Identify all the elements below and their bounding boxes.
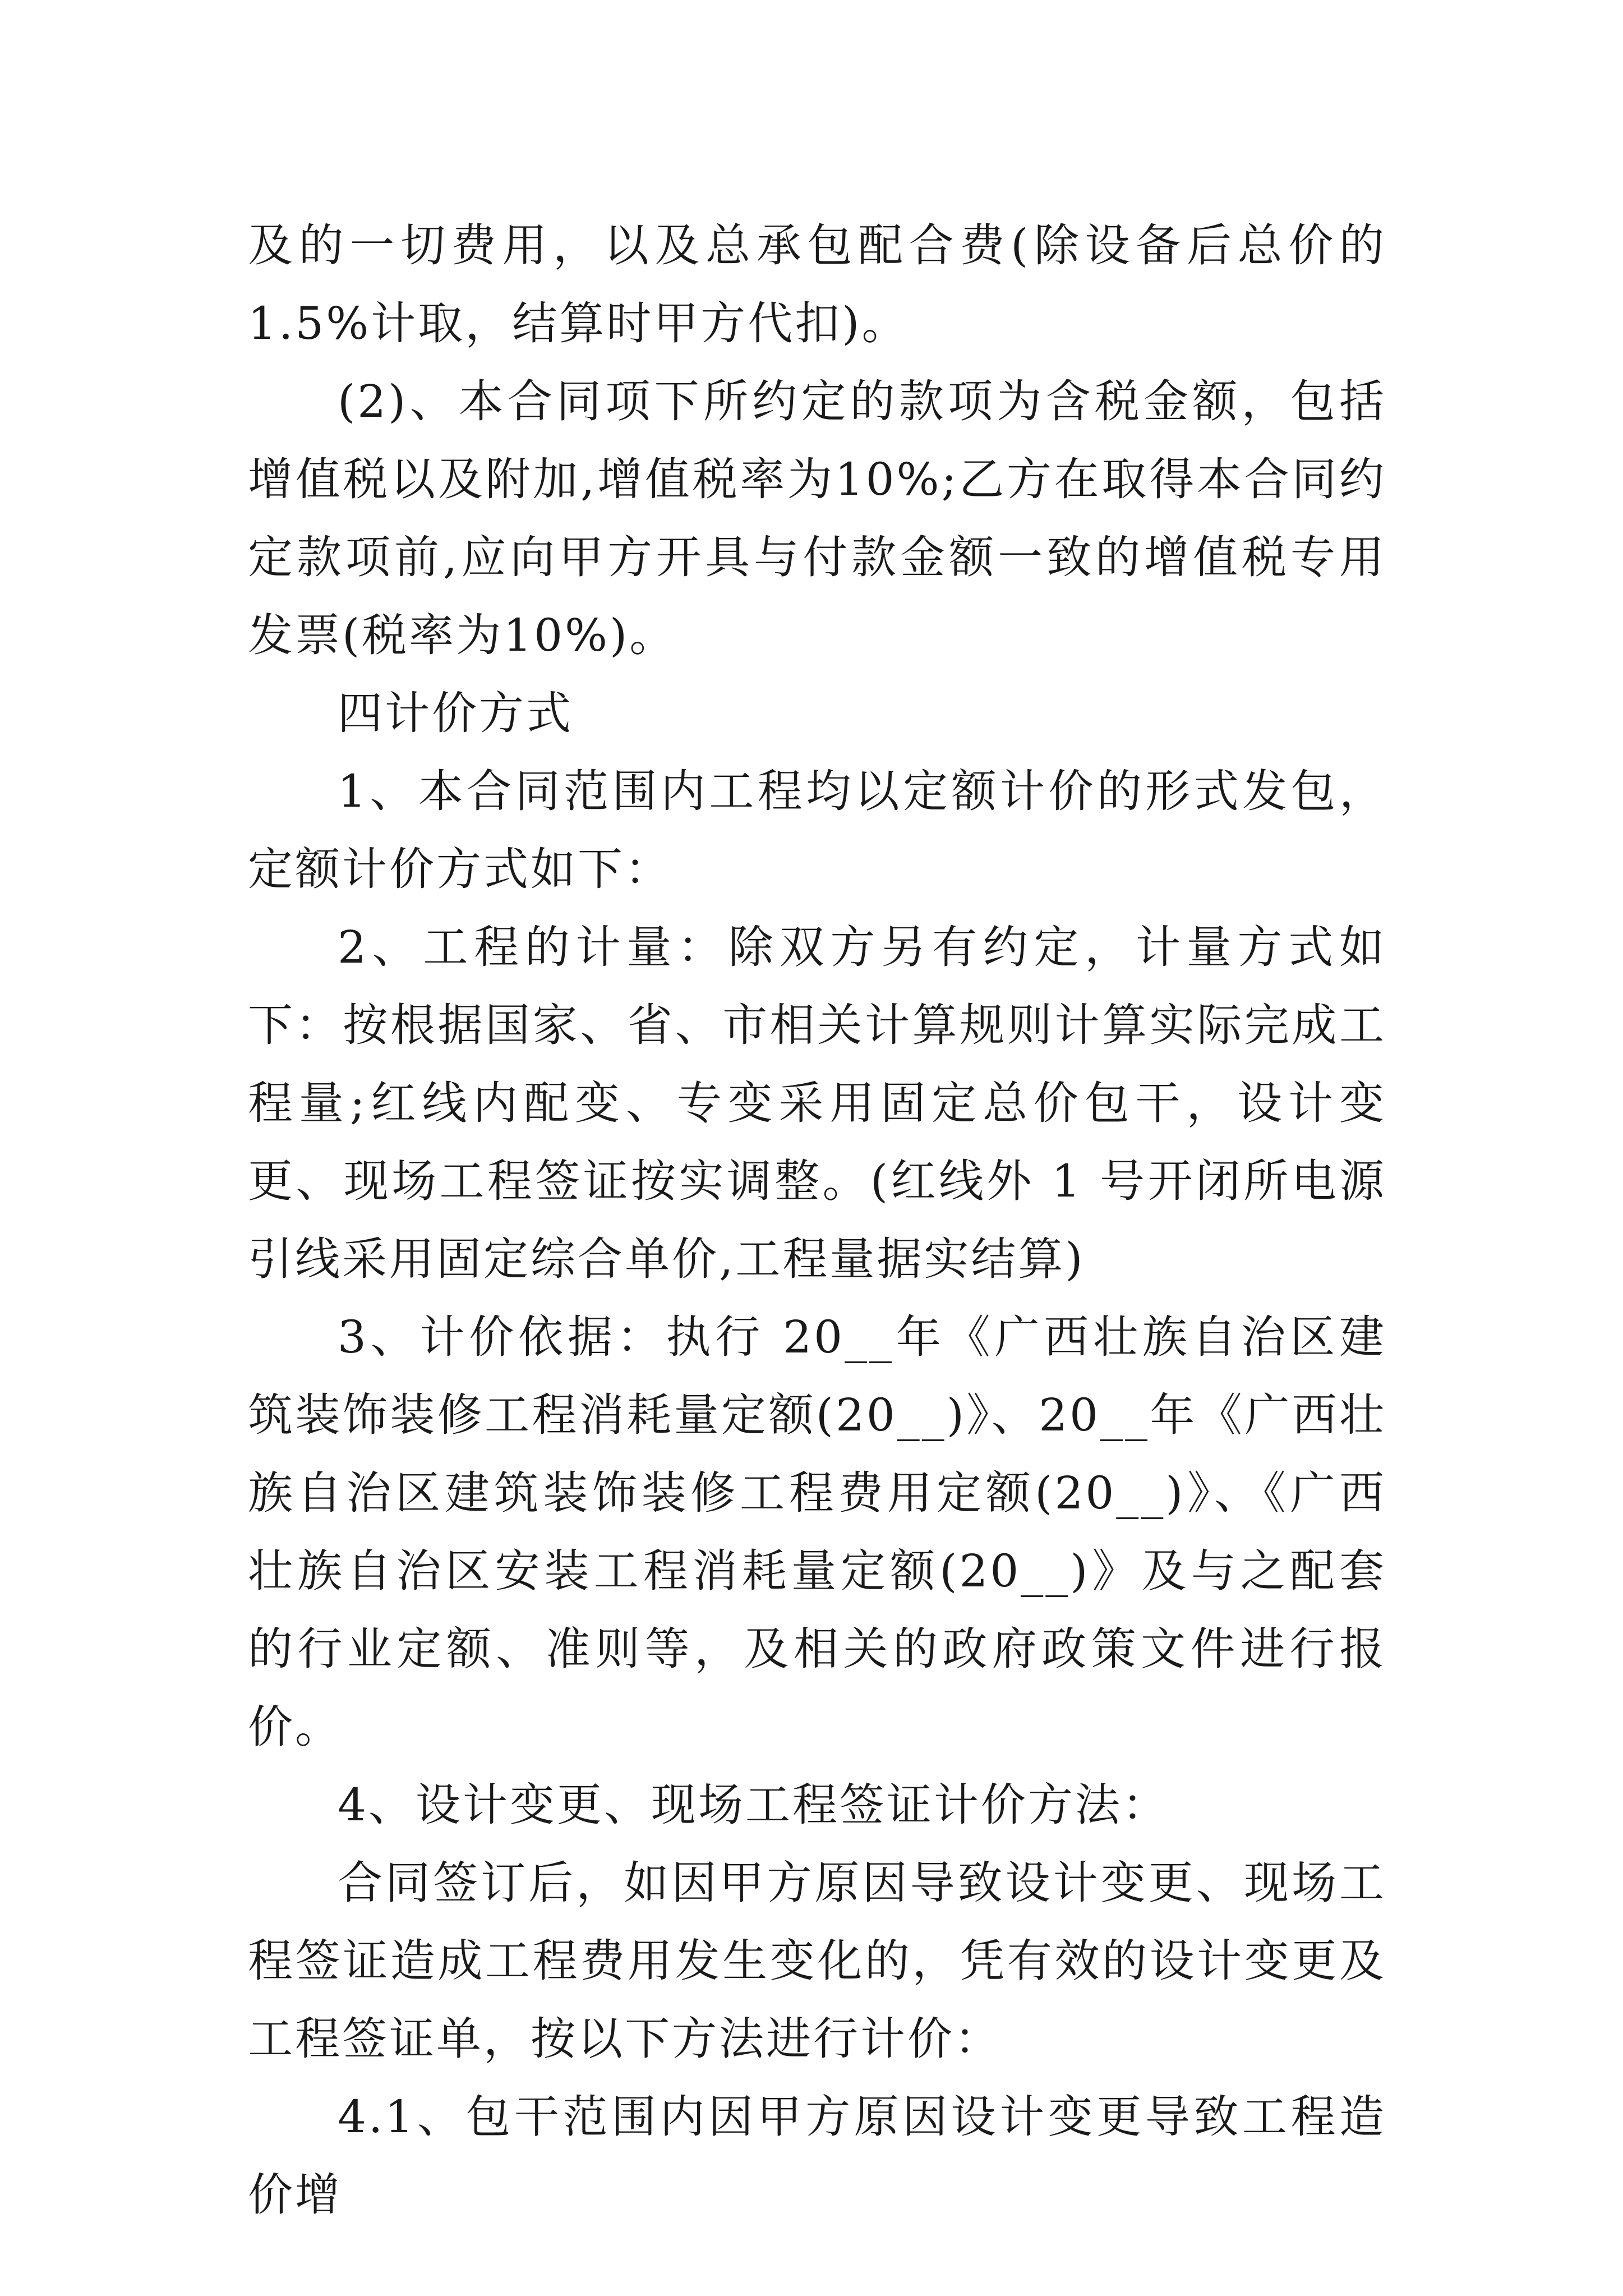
paragraph-item-1: 1、本合同范围内工程均以定额计价的形式发包，定额计价方式如下： (248, 765, 1386, 895)
paragraph-item-2: 2、工程的计量：除双方另有约定，计量方式如下：按根据国家、省、市相关计算规则计算实际完成工程量;红线内配变、专变采用固定总价包干，设计变更、现场工程签证按实调整。(红线外 1 号开闭所电源引线采用固定综合单价,工程量据实结算) (248, 921, 1386, 1285)
paragraph-item-4: 4、设计变更、现场工程签证计价方法： (338, 1779, 1169, 1831)
document-body (248, 206, 1386, 2234)
paragraph-continuation: 及的一切费用，以及总承包配合费(除设备后总价的 1.5%计取，结算时甲方代扣)。 (248, 219, 1386, 349)
section-heading-pricing-method: 四计价方式 (338, 687, 573, 739)
paragraph-item-4-1: 4.1、包干范围内因甲方原因设计变更导致工程造价增 (248, 2091, 1386, 2221)
paragraph-item-3: 3、计价依据：执行 20__年《广西壮族自治区建筑装饰装修工程消耗量定额(20__)》、20__年《广西壮族自治区建筑装饰装修工程费用定额(20__)》、《广西壮族自治区安装工程消耗量定额(20__)》及与之配套的行业定额、准则等，及相关的政府政策文件进行报价。 (248, 1311, 1386, 1753)
paragraph-change-pricing: 合同签订后，如因甲方原因导致设计变更、现场工程签证造成工程费用发生变化的，凭有效的设计变更及工程签证单，按以下方法进行计价： (248, 1857, 1386, 2065)
paragraph-tax-clause: (2)、本合同项下所约定的款项为含税金额，包括增值税以及附加,增值税率为10%;乙方在取得本合同约定款项前,应向甲方开具与付款金额一致的增值税专用发票(税率为10%)。 (248, 375, 1386, 661)
